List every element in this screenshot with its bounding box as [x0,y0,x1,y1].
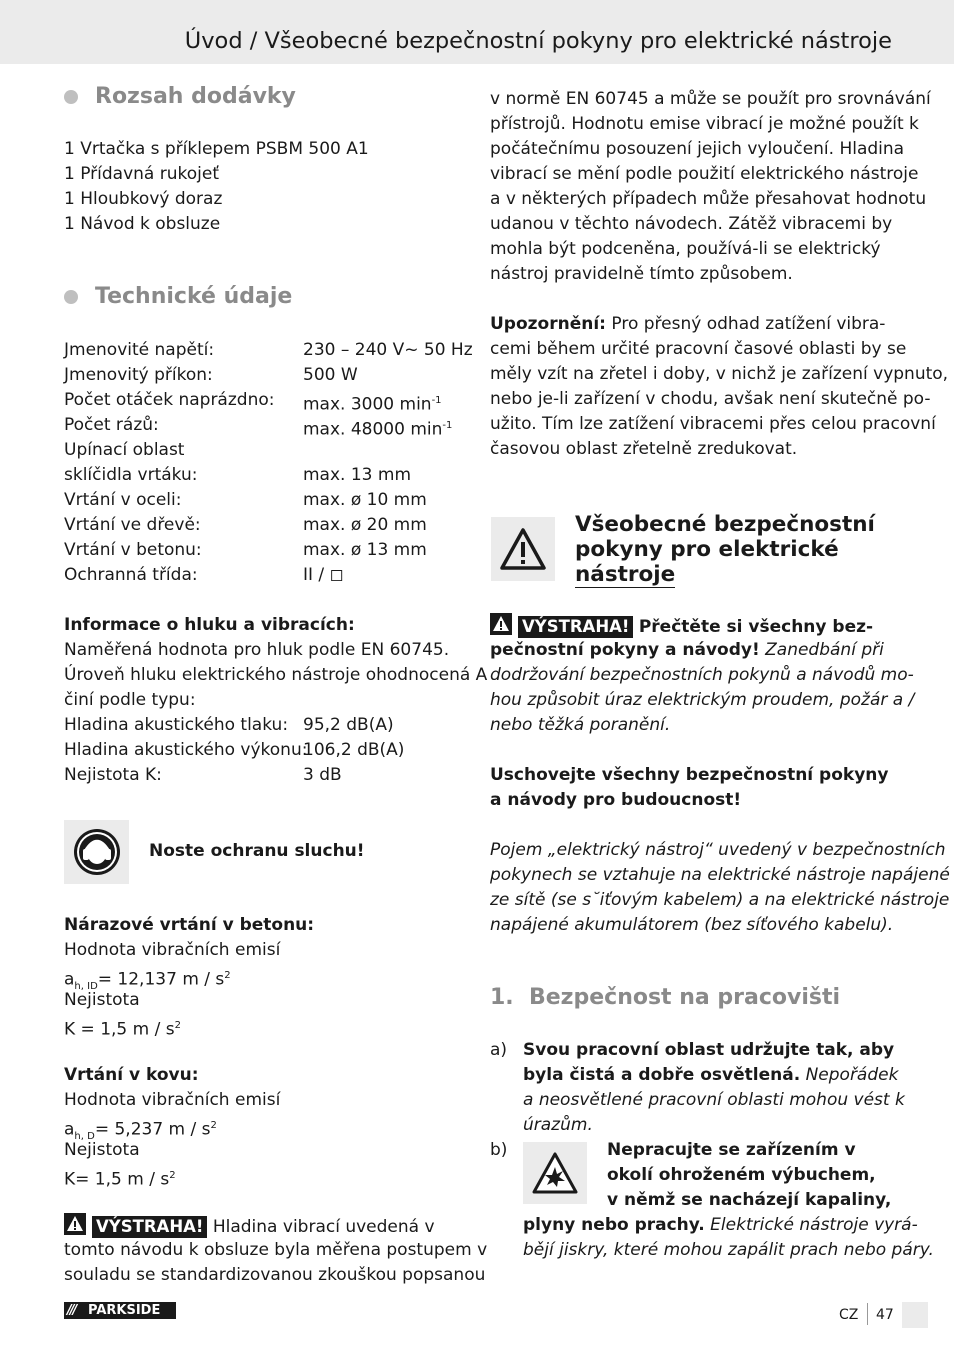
term-line: napájené akumulátorem (bez síťového kabelu). [490,915,894,935]
section-title: Technické údaje [95,284,293,309]
item-a-line: byla čistá a dobře osvětlená. Nepořádek [523,1065,899,1085]
spec-row: sklíčidla vrtáku: max. 13 mm [64,465,412,485]
delivery-item: 1 Hloubkový doraz [64,189,223,209]
warning-badge: VÝSTRAHA! [518,616,633,638]
metal-line: Nejistota [64,1140,140,1160]
spec-row: Jmenovitý příkon: 500 W [64,365,358,385]
warning-line: tomto návodu k obsluze byla měřena postupem v [64,1240,488,1260]
brand-logo: /// PARKSIDE [64,1302,176,1319]
metal-uncertainty: K= 1,5 m / $s^2$ [64,1169,176,1190]
text-line: udanou v těchto návodech. Zátěž vibracemi by [490,214,893,234]
hammer-uncertainty: K = 1,5 m / $s^2$ [64,1019,181,1040]
keep-instructions: Uschovejte všechny bezpečnostní pokyny [490,765,889,785]
spec-row: Vrtání ve dřevě: max. ø 20 mm [64,515,427,535]
section-title: Rozsah dodávky [95,84,296,109]
spec-row: Ochranná třída: II / ◻ [64,565,344,585]
metal-heading: Vrtání v kovu: [64,1065,199,1085]
ear-protection-text: Noste ochranu sluchu! [149,841,365,861]
delivery-item: 1 Vrtačka s příklepem PSBM 500 A1 [64,139,369,159]
item-a-line: Svou pracovní oblast udržujte tak, aby [523,1040,895,1060]
delivery-item: 1 Návod k obsluze [64,214,221,234]
item-b-line: okolí ohroženém výbuchem, [607,1165,876,1185]
text-line: nástroj pravidelně tímto způsobem. [490,264,793,284]
warning-triangle-icon [490,613,512,635]
hammer-heading: Nárazové vrtání v betonu: [64,915,315,935]
page-title: Úvod / Všeobecné bezpečnostní pokyny pro elektrické nástroje [184,28,892,54]
text-line: a v některých případech může přesahovat hodnotu [490,189,927,209]
noise-line: Naměřená hodnota pro hluk podle EN 60745. [64,640,450,660]
section-delivery [64,84,296,109]
page-header [0,0,954,64]
keep-instructions: a návody pro budoucnost! [490,790,742,810]
text-line: vibrací se mění podle použití elektrického nástroje [490,164,919,184]
hammer-line: Hodnota vibračních emisí [64,940,281,960]
note-line: užito. Tím lze zatížení vibracemi přes celou pracovní [490,414,936,434]
text-line: přístrojů. Hodnotu emise vibrací je možné použít k [490,114,919,134]
spec-row: Počet otáček naprázdno: max. 3000 $\min^{-1}$ [64,390,442,415]
noise-row: Hladina akustického tlaku: 95,2 dB(A) [64,715,394,735]
item-b-line: plyny nebo prachy. Elektrické nástroje vyrá- [523,1215,918,1235]
page-number: 47 [876,1307,894,1323]
warning-line: dodržování bezpečnostních pokynů a návodů mo- [490,665,914,685]
note-line: cemi během určité pracovní časové oblasti by se [490,339,907,359]
explosion-hazard-icon [523,1142,587,1204]
note-line: měly vzít na zřetel i doby, v nichž je zařízení vypnuto, [490,364,949,384]
warning-line: hou způsobit úraz elektrickým proudem, požár a / [490,690,915,710]
item-b-line: bějí jiskry, které mohou zapálit prach nebo páry. [523,1240,934,1260]
footer-divider [867,1303,868,1325]
hammer-line: Nejistota [64,990,140,1010]
spec-row: Upínací oblast [64,440,185,460]
item-label: a) [490,1040,508,1060]
spec-row: Vrtání v betonu: max. ø 13 mm [64,540,427,560]
text-line: mohla být podceněna, používá-li se elektrický [490,239,881,259]
noise-line: činí podle typu: [64,690,196,710]
metal-value: $a_{h, D}= 5,237$ m / $s^2$ [64,1119,217,1143]
spec-row: Jmenovité napětí: 230 – 240 V~ 50 Hz [64,340,473,360]
safety-heading: Všeobecné bezpečnostní pokyny pro elektrické nástroje [575,512,875,587]
spec-row: Vrtání v oceli: max. ø 10 mm [64,490,427,510]
ear-protection-icon [64,820,129,884]
note-line: časovou oblast zřetelně zredukovat. [490,439,798,459]
note-line: nebo je-li zařízení v chodu, avšak není skutečně po- [490,389,931,409]
logo-stripes-icon: /// [67,1303,76,1318]
bullet-icon [64,90,78,104]
warning-line: pečnostní pokyny a návody! Zanedbání při [490,640,884,660]
term-line: pokynech se vztahuje na elektrické nástroje napájené [490,865,950,885]
bullet-icon [64,290,78,304]
note-line: Upozornění: Pro přesný odhad zatížení vibra- [490,314,886,334]
warning-triangle-icon [491,517,555,581]
noise-line: Úroveň hluku elektrického nástroje ohodnocená A [64,665,488,685]
item-a-line: úrazům. [523,1115,593,1135]
delivery-item: 1 Přídavná rukojeť [64,164,220,184]
item-b-line: v němž se nacházejí kapaliny, [607,1190,892,1210]
text-line: počátečnímu posouzení jejich vyloučení. Hladina [490,139,905,159]
warning-line: nebo těžká poranění. [490,715,671,735]
metal-line: Hodnota vibračních emisí [64,1090,281,1110]
warning-badge: VÝSTRAHA! [92,1216,207,1238]
term-line: Pojem „elektrický nástroj“ uvedený v bezpečnostních [490,840,946,860]
warning-line: souladu se standardizovanou zkouškou popsanou [64,1265,486,1285]
hammer-value: $a_{h, ID}= 12,137$ m / $s^2$ [64,969,231,993]
workplace-heading: 1. Bezpečnost na pracovišti [490,985,841,1010]
item-b-line: Nepracujte se zařízením v [607,1140,856,1160]
page-tab [902,1302,928,1328]
term-line: ze sítě (se s˘iťovým kabelem) a na elektrické nástroje [490,890,950,910]
item-a-line: a neosvětlené pracovní oblasti mohou vést k [523,1090,905,1110]
language-code: CZ [839,1307,859,1323]
safety-warning: VÝSTRAHA! Přečtěte si všechny bez- [490,613,873,640]
text-line: v normě EN 60745 a může se použít pro srovnávání [490,89,931,109]
warning-triangle-icon [64,1213,86,1235]
item-label: b) [490,1140,508,1160]
section-tech [64,284,292,309]
noise-heading: Informace o hluku a vibracích: [64,615,355,635]
spec-row: Počet rázů: max. 48000 $\min^{-1}$ [64,415,453,440]
note-label: Upozornění: [490,314,606,334]
vibration-warning: VÝSTRAHA! Hladina vibrací uvedená v [64,1213,435,1240]
noise-row: Nejistota K: 3 dB [64,765,342,785]
noise-row: Hladina akustického výkonu: 106,2 dB(A) [64,740,405,760]
